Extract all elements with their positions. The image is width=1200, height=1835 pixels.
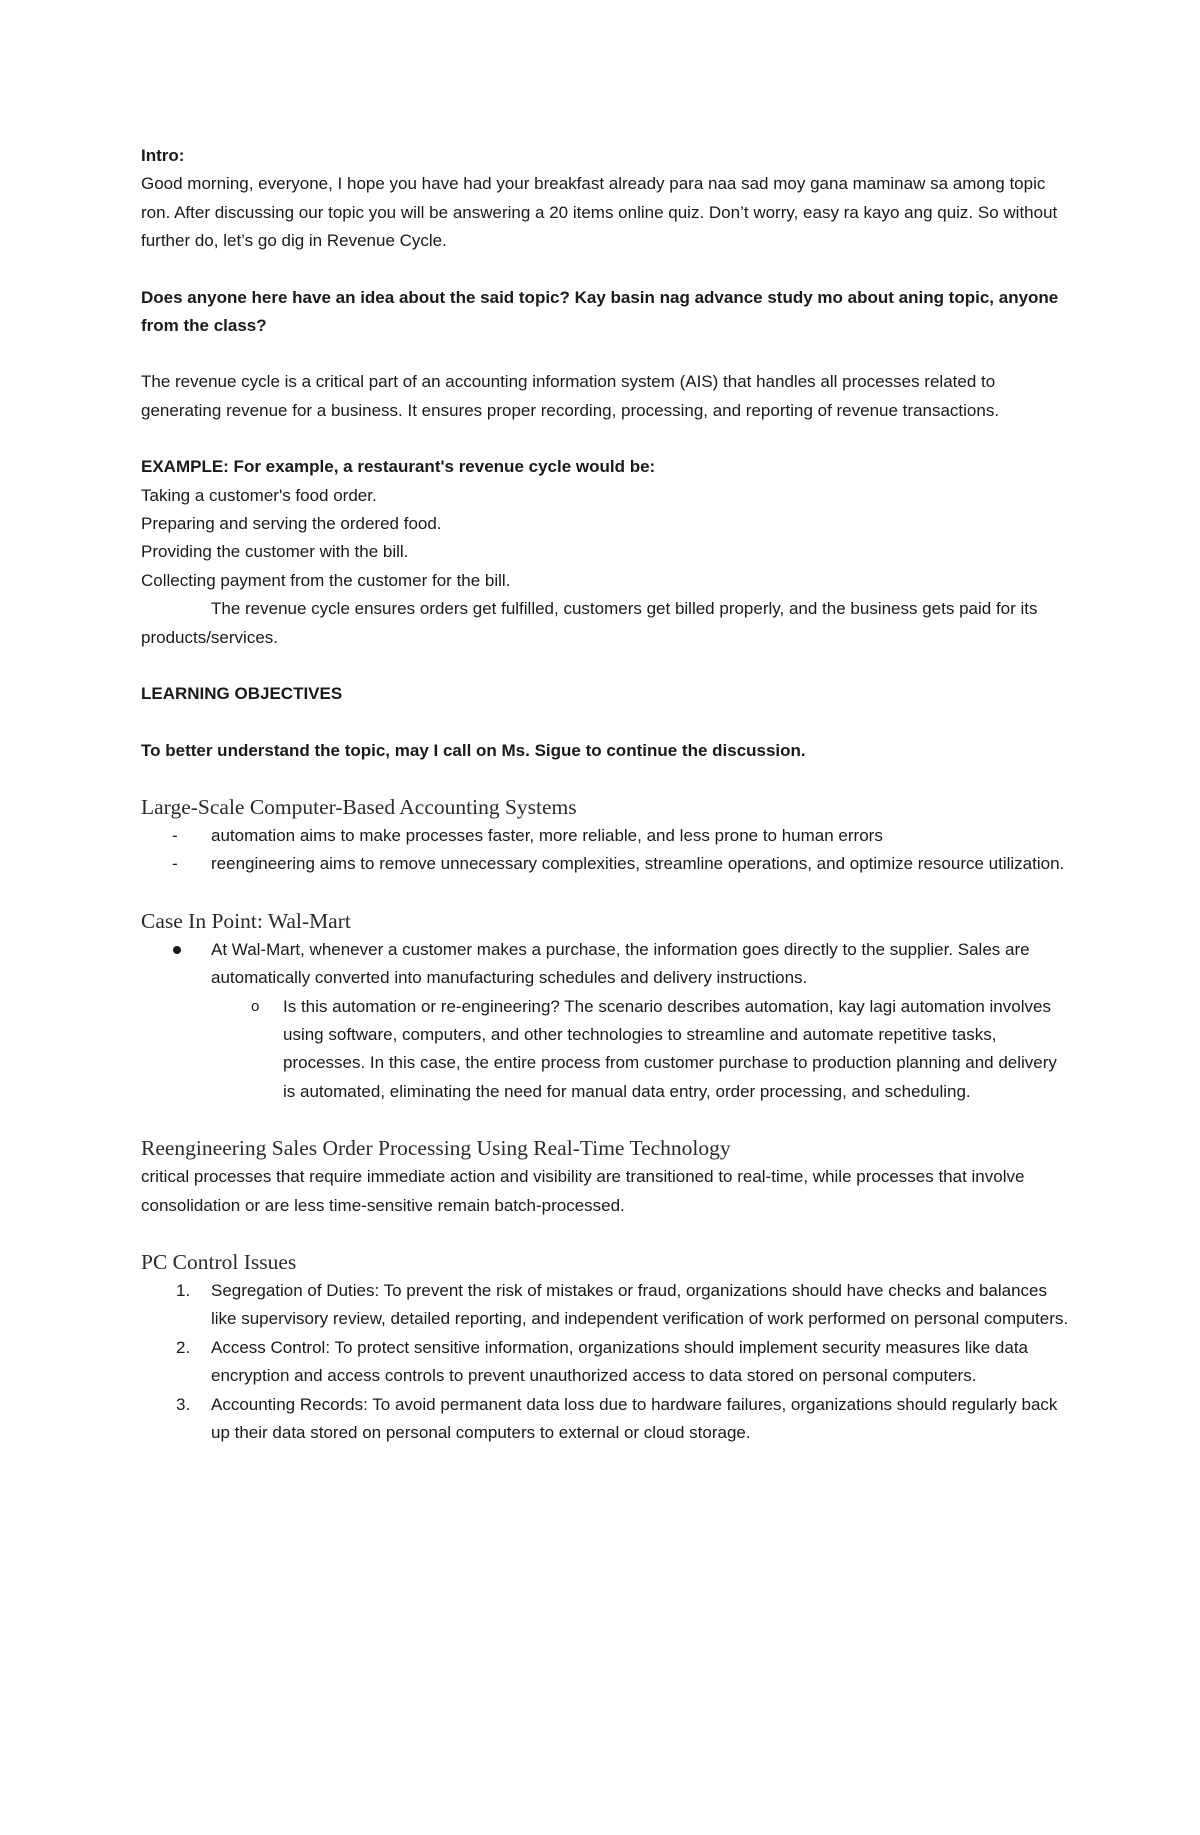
example-heading: EXAMPLE: For example, a restaurant's revenue cycle would be:	[141, 457, 656, 477]
list-item-text: reengineering aims to remove unnecessary complexities, streamline operations, and optimize resource utilization.	[211, 854, 1065, 874]
section-title-reengineering: Reengineering Sales Order Processing Using Real-Time Technology	[141, 1136, 731, 1161]
dash-list-item	[141, 850, 1071, 878]
list-item-text: automation aims to make processes faster, more reliable, and less prone to human errors	[211, 825, 883, 845]
spacer	[141, 340, 1071, 368]
spacer	[141, 1106, 1071, 1134]
learning-objectives-heading: LEARNING OBJECTIVES	[141, 684, 343, 704]
list-item-text: Is this automation or re-engineering? The scenario describes automation, kay lagi automation involves using software, computers, and other technologies to streamline and automate repetitive tasks, processes. In this case, the entire process from customer purchase to production planning and delivery is automated, eliminating the need for manual data entry, order processing, and scheduling.	[283, 996, 1057, 1101]
dash-list-item	[141, 822, 1071, 850]
example-step: Providing the customer with the bill.	[141, 542, 409, 562]
reengineering-paragraph: critical processes that require immediate action and visibility are transitioned to real-time, while processes that involve consolidation or are less time-sensitive remain batch-processed.	[141, 1167, 1025, 1215]
bullet-icon	[173, 946, 181, 954]
section-title-large-scale: Large-Scale Computer-Based Accounting Systems	[141, 794, 577, 819]
spacer	[141, 425, 1071, 453]
spacer	[141, 652, 1071, 680]
section-title-case-in-point: Case In Point: Wal-Mart	[141, 908, 351, 933]
intro-paragraph: Good morning, everyone, I hope you have had your breakfast already para naa sad moy gana maminaw sa among topic ron. After discussing our topic you will be answering a 20 items online quiz. Don’t worry, easy ra kayo ang quiz. So without further do, let’s go dig in Revenue Cycle.	[141, 174, 1058, 251]
bullet-list-item	[141, 936, 1071, 993]
list-item-text: Access Control: To protect sensitive information, organizations should implement security measures like data encryption and access controls to prevent unauthorized access to data stored on personal computers.	[211, 1337, 1029, 1386]
numbered-list-item	[141, 1277, 1071, 1334]
spacer	[141, 709, 1071, 737]
example-summary: The revenue cycle ensures orders get fulfilled, customers get billed properly, and the business gets paid for its products/services.	[141, 599, 1038, 647]
section-title-pc-control: PC Control Issues	[141, 1249, 297, 1274]
spacer	[141, 256, 1071, 284]
example-step: Collecting payment from the customer for the bill.	[141, 570, 511, 590]
example-step: Preparing and serving the ordered food.	[141, 514, 442, 534]
dash-marker: -	[172, 854, 178, 874]
list-item-text: At Wal-Mart, whenever a customer makes a purchase, the information goes directly to the supplier. Sales are automatically converted into manufacturing schedules and delivery instructions.	[211, 939, 1030, 988]
definition-paragraph: The revenue cycle is a critical part of an accounting information system (AIS) that handles all processes related to generating revenue for a business. It ensures proper recording, processing, and reporting of revenue transactions.	[141, 372, 1000, 420]
dash-marker: -	[172, 825, 178, 845]
document-page	[141, 142, 1071, 1447]
numbered-list-item	[141, 1334, 1071, 1391]
question-paragraph: Does anyone here have an idea about the said topic? Kay basin nag advance study mo about aning topic, anyone from the class?	[141, 287, 1059, 336]
circle-marker: o	[251, 997, 260, 1015]
spacer	[141, 765, 1071, 793]
list-item-text: Segregation of Duties: To prevent the risk of mistakes or fraud, organizations should have checks and balances like supervisory review, detailed reporting, and independent verification of work performed on personal computers.	[211, 1280, 1069, 1329]
transition-paragraph: To better understand the topic, may I call on Ms. Sigue to continue the discussion.	[141, 740, 806, 760]
spacer	[141, 1220, 1071, 1248]
list-number: 3.	[176, 1394, 191, 1414]
list-number: 1.	[176, 1280, 191, 1300]
numbered-list-item	[141, 1391, 1071, 1448]
example-step: Taking a customer's food order.	[141, 485, 377, 505]
list-number: 2.	[176, 1337, 191, 1357]
spacer	[141, 879, 1071, 907]
list-item-text: Accounting Records: To avoid permanent data loss due to hardware failures, organizations should regularly back up their data stored on personal computers to external or cloud storage.	[211, 1394, 1058, 1442]
sub-bullet-list-item	[141, 993, 1071, 1107]
intro-heading: Intro:	[141, 146, 185, 165]
